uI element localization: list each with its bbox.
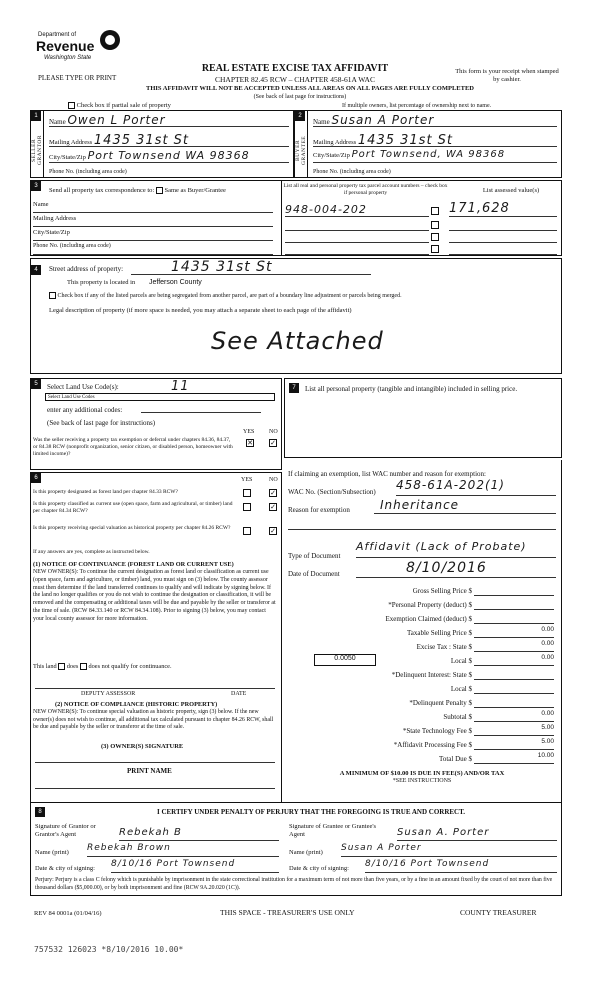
fee-label: Taxable Selling Price $ xyxy=(406,629,472,637)
does-not-checkbox[interactable] xyxy=(80,663,87,670)
legal-field[interactable]: See Attached xyxy=(211,327,384,355)
seller-side-label: SELLER GRANTOR xyxy=(31,135,43,165)
does-label: does xyxy=(66,663,79,670)
fee-label: Gross Selling Price $ xyxy=(412,587,472,595)
fee-value[interactable]: 5.00 xyxy=(474,738,554,750)
personal-property-checkbox-4[interactable] xyxy=(431,245,439,253)
legal-label: Legal description of property (if more space is needed, you may attach a separate sheet to each page of the affidavit) xyxy=(49,307,352,314)
grantee-date-label: Date & city of signing: xyxy=(289,865,349,872)
fee-label: Total Due $ xyxy=(439,755,472,763)
same-as-buyer-label: Same as Buyer/Grantee xyxy=(164,187,226,194)
fee-label: *State Technology Fee $ xyxy=(402,727,472,735)
this-land-label: This land xyxy=(33,663,57,670)
fee-value[interactable]: 0.00 xyxy=(474,626,554,638)
fee-label: Exemption Claimed (deduct) $ xyxy=(385,615,472,623)
wac-row xyxy=(396,478,556,496)
grantee-name-row xyxy=(341,843,557,857)
fee-value[interactable]: 10.00 xyxy=(474,752,554,764)
partial-sale-row xyxy=(68,102,171,109)
yes-header: YES xyxy=(243,429,255,435)
grantor-name-field[interactable]: Rebekah Brown xyxy=(87,843,171,853)
fee-label: *Affidavit Processing Fee $ xyxy=(393,741,472,749)
yes-header-6: YES xyxy=(241,477,253,483)
dept-of-text: Department of xyxy=(38,32,77,38)
forest-question: Is this property designated as forest land per chapter 84.33 RCW? xyxy=(33,489,178,495)
wac-field[interactable]: 458-61A-202(1) xyxy=(396,478,505,492)
see-back-5: (See back of last page for instructions) xyxy=(47,419,156,427)
section-number: 5 xyxy=(31,379,41,389)
grantor-name-label: Name (print) xyxy=(35,849,69,856)
fee-label: *Delinquent Penalty $ xyxy=(409,699,472,707)
grantee-sig-label xyxy=(289,823,389,839)
grantee-signature[interactable]: Susan A. Porter xyxy=(397,827,490,838)
seller-mailing-row xyxy=(49,133,289,147)
exemption-no-checkbox[interactable]: ✓ xyxy=(270,439,276,447)
assessed-row-1 xyxy=(449,201,557,217)
fee-row xyxy=(284,682,560,696)
doc-type-row xyxy=(356,540,556,558)
fee-value[interactable] xyxy=(474,668,554,680)
section-7-personal xyxy=(284,378,562,458)
fee-value[interactable]: 0.00 xyxy=(474,640,554,652)
additional-codes-label: enter any additional codes: xyxy=(47,406,123,414)
assessed-field[interactable]: 171,628 xyxy=(449,201,510,216)
section-5 xyxy=(30,378,282,470)
historic-question: Is this property receiving special valuation as historical property per chapter 84.26 RCW? xyxy=(33,525,231,531)
treasurer-use: THIS SPACE - TREASURER'S USE ONLY xyxy=(220,908,355,917)
seller-city-field[interactable]: Port Townsend WA 98368 xyxy=(87,149,250,162)
buyer-side-label: BUYER GRANTEE xyxy=(295,135,307,165)
fee-value[interactable] xyxy=(474,598,554,610)
owner-signature-line[interactable] xyxy=(35,753,275,763)
seller-mailing-label: Mailing Address xyxy=(49,139,93,146)
fee-row xyxy=(284,752,560,766)
notice2-body: NEW OWNER(S): To continue special valuation as historic property, sign (3) below. If the new owner(s) does not wish to continue, all additional tax calculated pursuant to chapter 84.26 RCW, shall be due and payable by the seller or transferor at the time of sale. xyxy=(33,709,274,730)
seller-name-row xyxy=(49,113,289,127)
county-treasurer: COUNTY TREASURER xyxy=(460,908,537,917)
minimum-note: A MINIMUM OF $10.00 IS DUE IN FEE(S) AND/OR TAX xyxy=(339,770,505,777)
buyer-phone-label: Phone No. (including area code) xyxy=(313,169,391,175)
fee-value[interactable] xyxy=(474,612,554,624)
located-label: This property is located in xyxy=(67,279,136,286)
corr-city-row xyxy=(33,229,273,241)
fee-value[interactable] xyxy=(474,682,554,694)
revenue-text: Revenue xyxy=(36,38,95,54)
deputy-label: DEPUTY ASSESSOR xyxy=(81,691,136,697)
local-rate-box[interactable]: 0.0050 xyxy=(314,654,376,666)
receipt-note: This form is your receipt when stamped by cashier. xyxy=(455,68,559,83)
buyer-mailing-row xyxy=(313,133,557,147)
fee-value[interactable] xyxy=(474,584,554,596)
current-use-question: Is this property classified as current use (open space, farm and agricultural, or timber) land per chapter 84.34 RCW? xyxy=(33,501,233,514)
does-checkbox[interactable] xyxy=(58,663,65,670)
section-number: 6 xyxy=(31,473,41,483)
grantor-name-row xyxy=(87,843,279,857)
send-correspondence-row xyxy=(49,187,226,194)
section-number: 8 xyxy=(35,807,45,817)
segregated-row xyxy=(49,292,559,299)
partial-sale-label: Check box if partial sale of property xyxy=(76,102,171,109)
grantee-date-field[interactable]: 8/10/16 Port Townsend xyxy=(365,859,490,869)
grantor-sig-row xyxy=(119,827,279,841)
personal-property-checkbox-3[interactable] xyxy=(431,233,439,241)
section-8 xyxy=(30,802,562,896)
fee-row xyxy=(284,668,560,682)
if-yes-note: If any answers are yes, complete as instructed below. xyxy=(33,549,150,555)
grantor-signature[interactable]: Rebekah B xyxy=(119,827,182,838)
segregated-label: Check box if any of the listed parcels are being segregated from another parcel, are part of a boundary line adjustment or parcels being merged. xyxy=(57,292,402,299)
land-use-dropdown[interactable] xyxy=(45,393,275,401)
seller-mailing-field[interactable]: 1435 31st St xyxy=(93,133,190,148)
doc-date-row xyxy=(356,560,556,578)
fee-label: Subtotal $ xyxy=(443,713,472,721)
fee-row xyxy=(284,626,560,640)
no-header-6: NO xyxy=(269,477,278,483)
fee-label: Local $ xyxy=(450,685,472,693)
doc-type-label: Type of Document xyxy=(288,552,341,560)
parcel-row-1 xyxy=(285,203,429,217)
doc-date-field[interactable]: 8/10/2016 xyxy=(406,560,487,576)
fee-label: Excise Tax : State $ xyxy=(416,643,472,651)
grantor-date-row xyxy=(111,859,279,873)
section-4 xyxy=(30,258,562,374)
section-3 xyxy=(30,180,562,256)
grantor-date-field[interactable]: 8/10/16 Port Townsend xyxy=(111,859,236,869)
fee-row xyxy=(284,598,560,612)
rev-number: REV 84 0001a (01/04/16) xyxy=(34,910,102,917)
section-number: 4 xyxy=(31,265,41,275)
buyer-name-row xyxy=(313,113,557,127)
reason-field[interactable]: Inheritance xyxy=(380,498,460,512)
corr-mailing-label: Mailing Address xyxy=(33,215,77,222)
fee-value[interactable]: 5.00 xyxy=(474,724,554,736)
certify-text: I CERTIFY UNDER PENALTY OF PERJURY THAT THE FOREGOING IS TRUE AND CORRECT. xyxy=(156,808,465,816)
fee-row xyxy=(284,710,560,724)
personal-property-label: List all personal property (tangible and intangible) included in selling price. xyxy=(305,385,518,393)
grantee-name-field[interactable]: Susan A Porter xyxy=(341,843,422,853)
logo-swirl-icon xyxy=(100,30,120,50)
forest-yes-checkbox[interactable] xyxy=(243,489,251,497)
section-number: 2 xyxy=(295,111,305,121)
deputy-date-label: DATE xyxy=(231,691,247,697)
send-label: Send all property tax correspondence to: xyxy=(49,187,155,194)
reason-row-2[interactable] xyxy=(288,518,556,530)
see-instructions: *SEE INSTRUCTIONS xyxy=(392,778,452,784)
notice2-title: (2) NOTICE OF COMPLIANCE (HISTORIC PROPERTY) xyxy=(55,701,218,708)
fee-label: Local $ xyxy=(450,657,472,665)
street-field[interactable]: 1435 31st St xyxy=(171,259,273,275)
corr-phone-row xyxy=(33,243,273,255)
fee-label: *Personal Property (deduct) $ xyxy=(388,601,472,609)
multiple-owners: If multiple owners, list percentage of ownership next to name. xyxy=(342,103,492,109)
grantee-sig-row xyxy=(397,827,557,841)
forest-no-checkbox[interactable]: ✓ xyxy=(270,489,276,497)
warning-text: THIS AFFIDAVIT WILL NOT BE ACCEPTED UNLESS ALL AREAS ON ALL PAGES ARE FULLY COMPLETED xyxy=(146,85,474,92)
reason-row xyxy=(374,498,556,514)
land-use-dropdown-label: Select Land Use Codes xyxy=(48,395,95,400)
grantee-name-label: Name (print) xyxy=(289,849,323,856)
corr-name-row xyxy=(33,201,273,213)
current-use-no-checkbox[interactable]: ✓ xyxy=(270,503,276,511)
corr-name-label: Name xyxy=(33,201,49,208)
section-number: 1 xyxy=(31,111,41,121)
fee-value[interactable] xyxy=(474,696,554,708)
owner-signature-label: (3) OWNER(S) SIGNATURE xyxy=(101,743,184,750)
county-field[interactable]: Jefferson County xyxy=(149,279,202,286)
segregated-checkbox[interactable] xyxy=(49,292,56,299)
buyer-city-row xyxy=(313,149,557,163)
parcel-header: List all real and personal property tax parcel account numbers – check box if personal property xyxy=(283,183,448,196)
seller-name-field[interactable]: Owen L Porter xyxy=(67,113,166,127)
fee-row xyxy=(284,696,560,710)
fee-row xyxy=(284,654,560,668)
fee-value[interactable]: 0.00 xyxy=(474,654,554,666)
doc-date-label: Date of Document xyxy=(288,570,340,578)
print-name-line[interactable] xyxy=(35,779,275,789)
corr-phone-label: Phone No. (including area code) xyxy=(33,243,111,249)
dor-logo xyxy=(36,30,126,66)
reason-label: Reason for exemption xyxy=(288,506,350,514)
section-2-buyer xyxy=(294,110,562,178)
grantor-sig-label-text: Signature of Grantor or Grantor's Agent xyxy=(35,823,96,838)
perjury-text: Perjury: Perjury is a class C felony which is punishable by imprisonment in the state correctional institution for a maximum term of not more than five years, or by a fine in an amount fixed by the court of not more than five thousand dollars ($5,000.00), or by both imprisonment and fine (RCW 9A.20.020 (1C)). xyxy=(35,877,553,891)
state-text: Washington State xyxy=(44,55,92,61)
doc-type-field[interactable]: Affidavit (Lack of Probate) xyxy=(356,540,527,553)
fee-label: *Delinquent Interest: State $ xyxy=(391,671,472,679)
seller-phone-label: Phone No. (including area code) xyxy=(49,169,127,175)
cashier-stamp: 757532 126023 *8/10/2016 10.00* xyxy=(34,945,184,954)
exemption-claim-label: If claiming an exemption, list WAC number and reason for exemption: xyxy=(288,470,486,478)
wac-label: WAC No. (Section/Subsection) xyxy=(288,488,376,496)
street-row xyxy=(131,259,371,275)
fee-value[interactable]: 0.00 xyxy=(474,710,554,722)
fee-row xyxy=(284,584,560,598)
form-chapter: CHAPTER 82.45 RCW – CHAPTER 458-61A WAC xyxy=(215,75,375,84)
assessed-header: List assessed value(s) xyxy=(482,187,540,194)
fee-row xyxy=(284,640,560,654)
fee-row xyxy=(284,724,560,738)
deputy-signature-line[interactable] xyxy=(35,679,275,689)
buyer-name-label: Name xyxy=(313,118,330,126)
fee-row xyxy=(284,738,560,752)
personal-property-checkbox-2[interactable] xyxy=(431,221,439,229)
notice1-body: NEW OWNER(S): To continue the current designation as forest land or classification as current use (open space, farm and agriculture, or timber) land, you must sign on (3) below. The county assessor must then determine if the land transferred continues to qualify and will indicate by signing below. If the land no longer qualifies or you do not wish to continue the designation or classification, it will be removed and the compensating or additional taxes will be due and payable by the seller or transferor at the time of sale. (RCW 84.33.140 or RCW 84.34.108). Prior to signing (3) below, you may contact your local county assessor for more information. xyxy=(33,569,276,622)
seller-name-label: Name xyxy=(49,118,66,126)
additional-codes-field[interactable] xyxy=(141,403,261,413)
see-back: (See back of last page for instructions) xyxy=(253,94,347,100)
seller-city-row xyxy=(49,149,289,163)
buyer-mailing-field[interactable]: 1435 31st St xyxy=(357,133,454,148)
no-header: NO xyxy=(269,429,278,435)
continuance-row xyxy=(33,663,172,670)
buyer-mailing-label: Mailing Address xyxy=(313,139,357,146)
grantor-date-label: Date & city of signing: xyxy=(35,865,95,872)
grantor-sig-label xyxy=(35,823,115,839)
buyer-city-field[interactable]: Port Townsend, WA 98368 xyxy=(351,149,506,160)
grantee-date-row xyxy=(365,859,557,873)
seller-city-label: City/State/Zip xyxy=(49,154,86,161)
fee-row xyxy=(284,612,560,626)
corr-city-label: City/State/Zip xyxy=(33,229,70,236)
buyer-name-field[interactable]: Susan A Porter xyxy=(331,113,435,127)
select-land-use-label: Select Land Use Code(s): xyxy=(47,383,119,391)
section-number: 3 xyxy=(31,181,41,191)
street-label: Street address of property: xyxy=(49,265,124,273)
current-use-yes-checkbox[interactable] xyxy=(243,503,251,511)
same-as-buyer-checkbox[interactable] xyxy=(156,187,163,194)
land-use-code[interactable]: 11 xyxy=(171,379,190,394)
does-not-label: does not qualify for continuance. xyxy=(88,663,172,670)
section-1-seller xyxy=(30,110,294,178)
section-7-fees xyxy=(284,460,562,802)
parcel-field[interactable]: 948-004-202 xyxy=(285,203,367,216)
exemption-question: Was the seller receiving a property tax exemption or deferral under chapters 84.36, 84.37, or 84.38 RCW (nonprofit organization, senior citizen, or disabled person, homeowner with limited income)? xyxy=(33,437,233,457)
form-title: REAL ESTATE EXCISE TAX AFFIDAVIT xyxy=(201,63,389,74)
corr-mailing-row xyxy=(33,215,273,227)
personal-property-checkbox-1[interactable] xyxy=(431,207,439,215)
partial-sale-checkbox[interactable] xyxy=(68,102,75,109)
exemption-yes-checkbox[interactable]: ✕ xyxy=(247,439,253,447)
print-name-label: PRINT NAME xyxy=(127,767,172,775)
notice1-title: (1) NOTICE OF CONTINUANCE (FOREST LAND OR CURRENT USE) xyxy=(33,561,234,568)
buyer-city-label: City/State/Zip xyxy=(313,152,350,159)
historic-yes-checkbox[interactable] xyxy=(243,527,251,535)
historic-no-checkbox[interactable]: ✓ xyxy=(270,527,276,535)
section-6 xyxy=(30,472,282,802)
please-type: PLEASE TYPE OR PRINT xyxy=(38,74,117,82)
section-number: 7 xyxy=(289,383,299,393)
grantee-sig-label-text: Signature of Grantee or Grantee's Agent xyxy=(289,823,377,838)
